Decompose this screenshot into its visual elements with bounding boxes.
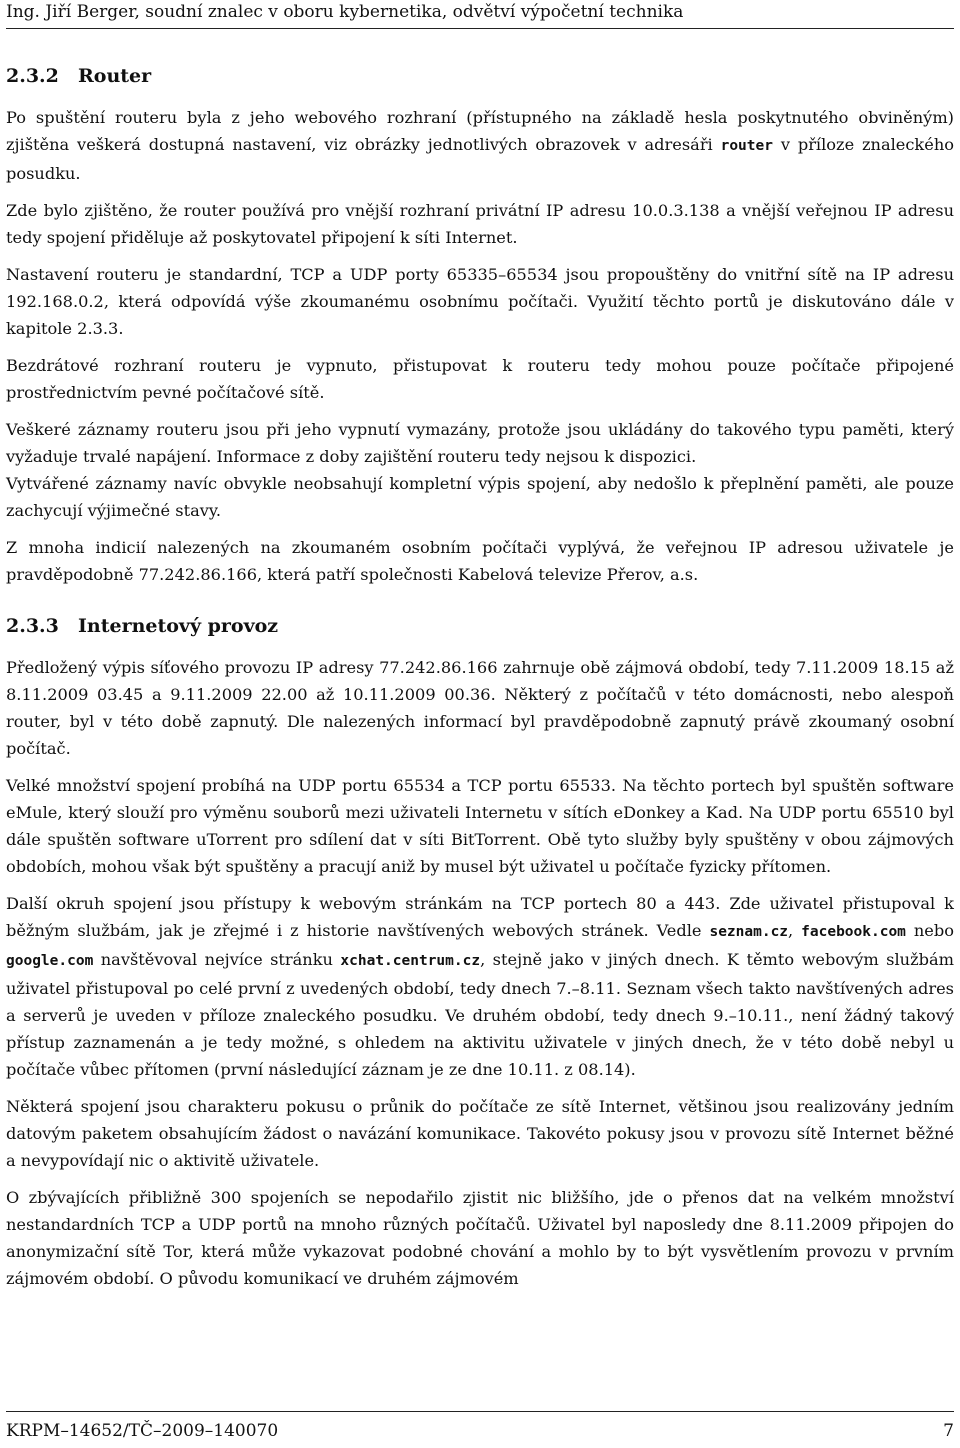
page-footer bbox=[6, 1411, 954, 1442]
page-number: 7 bbox=[943, 1421, 954, 1441]
paragraph: Veškeré záznamy routeru jsou při jeho vypnutí vymazány, protože jsou ukládány do takového typu paměti, který vyžaduje trvalé napájení. Informace z doby zajištění routeru tedy nejsou k dispozici. bbox=[6, 420, 954, 466]
text-run: Po spuštění routeru byla z jeho webového rozhraní (přístupného na základě hesla poskytnutého obviněným) zjištěna veškerá dostupná nastavení, viz obrázky jednotlivých obrazovek v adresáři bbox=[6, 108, 954, 154]
section-heading-internet bbox=[6, 612, 954, 640]
paragraph: Předložený výpis síťového provozu IP adresy 77.242.86.166 zahrnuje obě zájmová období, tedy 7.11.2009 18.15 až 8.11.2009 03.45 a 9.11.2009 22.00 až 10.11.2009 00.36. Některý z počítačů v této domácnosti, nebo alespoň router, byl v této době zapnutý. Dle nalezených informací byl pravděpodobně zapnutý právě zkoumaný osobní počítač. bbox=[6, 658, 954, 758]
section-title: Router bbox=[78, 65, 152, 87]
paragraph: Zde bylo zjištěno, že router používá pro vnější rozhraní privátní IP adresu 10.0.3.138 a vnější veřejnou IP adresu tedy spojení přiděluje až poskytovatel připojení k síti Internet. bbox=[6, 201, 954, 247]
running-header: Ing. Jiří Berger, soudní znalec v oboru kybernetika, odvětví výpočetní technika bbox=[6, 2, 954, 29]
section-title: Internetový provoz bbox=[78, 615, 279, 637]
paragraph bbox=[6, 104, 954, 187]
paragraph: Bezdrátové rozhraní routeru je vypnuto, přistupovat k routeru tedy mohou pouze počítače připojené prostřednictvím pevné počítačové sítě. bbox=[6, 356, 954, 402]
text-run: , stejně jako v jiných dnech. K těmto webovým službám uživatel přistupoval po celé první z uvedených období, tedy dnech 7.–8.11. Seznam všech takto navštívených adres a serverů je uveden v příloze znaleckého posudku. Ve druhém období, tedy dnech 9.–10.11., není žádný takový přístup zaznamenán a je tedy možné, s ohledem na aktivitu uživatele v jiných dnech, že v této době nebyl u počítače vůbec přítomen (první následující záznam je ze dne 10.11. z 08.14). bbox=[6, 950, 954, 1079]
section-number: 2.3.2 bbox=[6, 65, 59, 87]
paragraph: Některá spojení jsou charakteru pokusu o průnik do počítače ze sítě Internet, většinou jsou realizovány jedním datovým paketem obsahujícím žádost o navázání komunikace. Takovéto pokusy jsou v provozu sítě Internet běžné a nevypovídají nic o aktivitě uživatele. bbox=[6, 1097, 954, 1170]
section-number: 2.3.3 bbox=[6, 615, 59, 637]
domain-name: seznam.cz bbox=[709, 924, 789, 940]
text-run: Další okruh spojení jsou přístupy k webovým stránkám na TCP portech 80 a 443. Zde uživatel přistupoval k běžným službám, jak je zřejmé i z historie navštívených webových stránek. Vedle bbox=[6, 894, 954, 940]
paragraph: Nastavení routeru je standardní, TCP a UDP porty 65335–65534 jsou propouštěny do vnitřní sítě na IP adresu 192.168.0.2, která odpovídá výše zkoumanému osobnímu počítači. Využití těchto portů je diskutováno dále v kapitole 2.3.3. bbox=[6, 265, 954, 338]
page-content bbox=[6, 62, 954, 1302]
domain-name: google.com bbox=[6, 953, 94, 969]
text-run: , bbox=[788, 921, 802, 940]
domain-name: xchat.centrum.cz bbox=[340, 953, 481, 969]
paragraph: O zbývajících přibližně 300 spojeních se nepodařilo zjistit nic bližšího, jde o přenos dat na velkém množství nestandardních TCP a UDP portů na mnoho různých počítačů. Uživatel byl naposledy dne 8.11.2009 připojen do anonymizační sítě Tor, která může vykazovat podobné chování a mohlo by to být vysvětlením provozu v prvním zájmovém období. O původu komunikací ve druhém zájmovém bbox=[6, 1188, 954, 1288]
domain-name: facebook.com bbox=[801, 924, 906, 940]
paragraph: Velké množství spojení probíhá na UDP portu 65534 a TCP portu 65533. Na těchto portech byl spuštěn software eMule, který slouží pro výměnu souborů mezi uživateli Internetu v sítích eDonkey a Kad. Na UDP portu 65510 byl dále spuštěn software uTorrent pro sdílení dat v síti BitTorrent. Obě tyto služby byly spuštěny v obou zájmových obdobích, mohou však být spuštěny a pracují aniž by musel být uživatel u počítače fyzicky přítomen. bbox=[6, 776, 954, 876]
paragraph: Z mnoha indicií nalezených na zkoumaném osobním počítači vyplývá, že veřejnou IP adresou uživatele je pravděpodobně 77.242.86.166, která patří společnosti Kabelová televize Přerov, a.s. bbox=[6, 538, 954, 584]
section-heading-router bbox=[6, 62, 954, 90]
paragraph: Vytvářené záznamy navíc obvykle neobsahují kompletní výpis spojení, aby nedošlo k přeplnění paměti, ale pouze zachycují výjimečné stavy. bbox=[6, 474, 954, 520]
document-page bbox=[6, 0, 954, 1448]
document-number: KRPM–14652/TČ–2009–140070 bbox=[6, 1421, 279, 1441]
text-run: v příloze znaleckého posudku. bbox=[6, 135, 954, 183]
paragraph bbox=[6, 890, 954, 1083]
text-run: navštěvoval nejvíce stránku bbox=[93, 950, 341, 969]
folder-name: router bbox=[720, 138, 773, 154]
text-run: nebo bbox=[905, 921, 954, 940]
